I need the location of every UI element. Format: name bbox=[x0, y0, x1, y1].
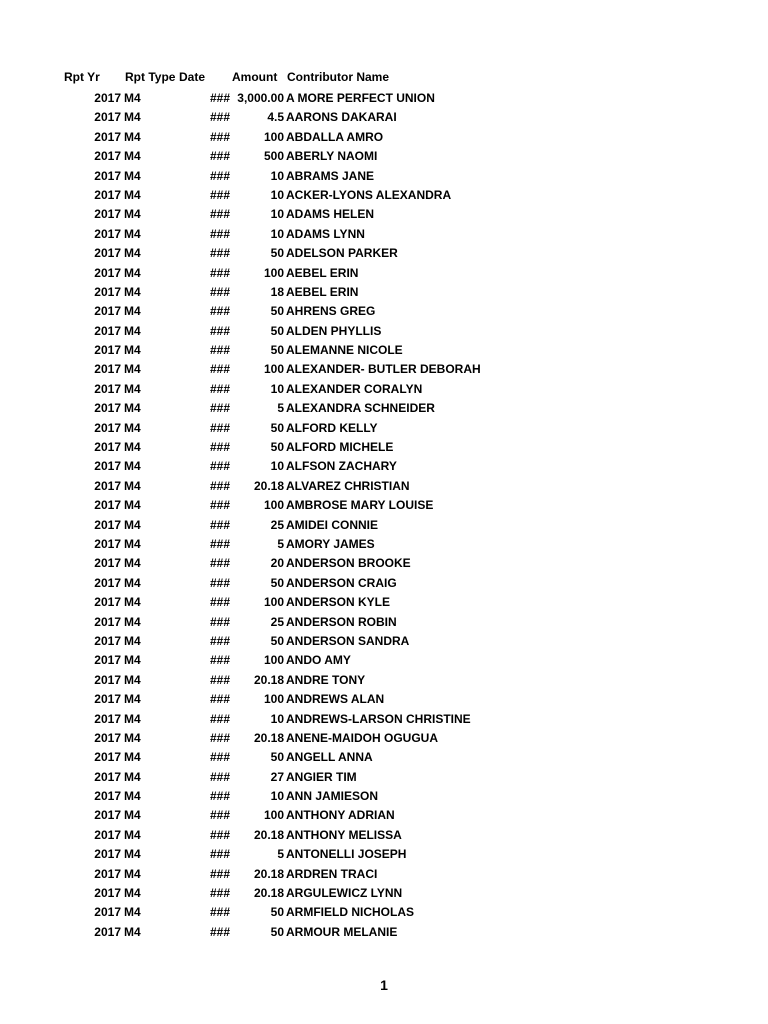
cell-amount: 5 bbox=[277, 847, 284, 862]
table-row bbox=[0, 226, 768, 245]
table-row bbox=[0, 672, 768, 691]
cell-date: ### bbox=[209, 575, 230, 590]
cell-rpt-type: M4 bbox=[124, 381, 141, 396]
cell-amount: 50 bbox=[270, 420, 284, 435]
table-header bbox=[0, 70, 768, 88]
cell-rpt-yr: 2017 bbox=[94, 711, 121, 726]
cell-contributor-name: ADELSON PARKER bbox=[286, 246, 398, 261]
cell-rpt-yr: 2017 bbox=[94, 381, 121, 396]
cell-date: ### bbox=[209, 614, 230, 629]
cell-contributor-name: ADAMS LYNN bbox=[286, 226, 365, 241]
cell-rpt-type: M4 bbox=[124, 91, 141, 105]
cell-contributor-name: ARMFIELD NICHOLAS bbox=[286, 905, 414, 920]
cell-amount: 50 bbox=[270, 750, 284, 765]
cell-rpt-type: M4 bbox=[124, 498, 141, 513]
cell-amount: 100 bbox=[263, 653, 284, 668]
cell-amount: 10 bbox=[270, 381, 284, 396]
cell-rpt-type: M4 bbox=[124, 265, 141, 280]
cell-date: ### bbox=[209, 924, 230, 939]
cell-contributor-name: ANDRE TONY bbox=[286, 672, 366, 687]
cell-rpt-type: M4 bbox=[124, 343, 141, 358]
cell-amount: 20 bbox=[270, 556, 284, 571]
cell-date: ### bbox=[209, 827, 230, 842]
cell-contributor-name: ANTHONY MELISSA bbox=[286, 827, 402, 842]
cell-rpt-yr: 2017 bbox=[94, 362, 121, 377]
cell-rpt-type: M4 bbox=[124, 866, 141, 881]
cell-date: ### bbox=[209, 536, 230, 551]
table-row bbox=[0, 517, 768, 536]
table-row bbox=[0, 381, 768, 400]
table-row bbox=[0, 788, 768, 807]
cell-date: ### bbox=[209, 633, 230, 648]
cell-contributor-name: AARONS DAKARAI bbox=[286, 110, 397, 125]
cell-rpt-yr: 2017 bbox=[94, 536, 121, 551]
cell-contributor-name: ALDEN PHYLLIS bbox=[286, 323, 382, 338]
table-row bbox=[0, 497, 768, 516]
cell-date: ### bbox=[209, 401, 230, 416]
cell-contributor-name: ALFORD MICHELE bbox=[286, 440, 394, 455]
cell-amount: 10 bbox=[270, 789, 284, 804]
table-row bbox=[0, 652, 768, 671]
cell-rpt-yr: 2017 bbox=[94, 401, 121, 416]
cell-contributor-name: ACKER-LYONS ALEXANDRA bbox=[286, 187, 452, 202]
table-row bbox=[0, 769, 768, 788]
cell-date: ### bbox=[209, 420, 230, 435]
cell-amount: 100 bbox=[263, 692, 284, 707]
cell-contributor-name: ANDERSON SANDRA bbox=[286, 633, 410, 648]
table-row bbox=[0, 633, 768, 652]
cell-date: ### bbox=[209, 362, 230, 377]
cell-rpt-type: M4 bbox=[124, 614, 141, 629]
cell-contributor-name: ALVAREZ CHRISTIAN bbox=[286, 478, 410, 493]
cell-date: ### bbox=[209, 478, 230, 493]
cell-date: ### bbox=[209, 653, 230, 668]
cell-date: ### bbox=[209, 440, 230, 455]
cell-date: ### bbox=[209, 498, 230, 513]
table-row bbox=[0, 594, 768, 613]
cell-contributor-name: AHRENS GREG bbox=[286, 304, 376, 319]
cell-rpt-yr: 2017 bbox=[94, 168, 121, 183]
cell-date: ### bbox=[209, 129, 230, 144]
cell-rpt-yr: 2017 bbox=[94, 556, 121, 571]
cell-contributor-name: ABERLY NAOMI bbox=[286, 149, 378, 164]
table-row bbox=[0, 148, 768, 167]
cell-contributor-name: ANDERSON KYLE bbox=[286, 595, 391, 610]
table-row bbox=[0, 439, 768, 458]
cell-rpt-type: M4 bbox=[124, 129, 141, 144]
cell-contributor-name: ARDREN TRACI bbox=[286, 866, 378, 881]
cell-amount: 20.18 bbox=[253, 730, 284, 745]
cell-amount: 50 bbox=[270, 323, 284, 338]
cell-contributor-name: ARGULEWICZ LYNN bbox=[286, 886, 403, 901]
cell-rpt-type: M4 bbox=[124, 808, 141, 823]
cell-rpt-type: M4 bbox=[124, 905, 141, 920]
cell-date: ### bbox=[209, 91, 230, 105]
table-row bbox=[0, 904, 768, 923]
cell-amount: 100 bbox=[263, 808, 284, 823]
cell-rpt-type: M4 bbox=[124, 730, 141, 745]
cell-amount: 100 bbox=[263, 265, 284, 280]
cell-contributor-name: ABRAMS JANE bbox=[286, 168, 375, 183]
table-row bbox=[0, 458, 768, 477]
cell-rpt-type: M4 bbox=[124, 304, 141, 319]
cell-amount: 20.18 bbox=[253, 866, 284, 881]
table-row bbox=[0, 206, 768, 225]
cell-rpt-yr: 2017 bbox=[94, 343, 121, 358]
cell-date: ### bbox=[209, 711, 230, 726]
cell-date: ### bbox=[209, 595, 230, 610]
cell-contributor-name: ANGIER TIM bbox=[286, 769, 357, 784]
cell-contributor-name: ADAMS HELEN bbox=[286, 207, 375, 222]
table-row bbox=[0, 323, 768, 342]
cell-contributor-name: ALFORD KELLY bbox=[286, 420, 378, 435]
cell-date: ### bbox=[209, 381, 230, 396]
cell-rpt-type: M4 bbox=[124, 711, 141, 726]
cell-amount: 50 bbox=[270, 575, 284, 590]
cell-rpt-yr: 2017 bbox=[94, 129, 121, 144]
table-row bbox=[0, 885, 768, 904]
cell-contributor-name: ANDERSON CRAIG bbox=[286, 575, 397, 590]
cell-date: ### bbox=[209, 905, 230, 920]
header-rpt-yr: Rpt Yr bbox=[64, 70, 100, 84]
cell-rpt-type: M4 bbox=[124, 653, 141, 668]
table-row bbox=[0, 478, 768, 497]
table-row bbox=[0, 361, 768, 380]
cell-rpt-yr: 2017 bbox=[94, 575, 121, 590]
cell-rpt-type: M4 bbox=[124, 478, 141, 493]
cell-contributor-name: ALEXANDRA SCHNEIDER bbox=[286, 401, 435, 416]
cell-rpt-yr: 2017 bbox=[94, 440, 121, 455]
cell-rpt-yr: 2017 bbox=[94, 633, 121, 648]
cell-rpt-yr: 2017 bbox=[94, 730, 121, 745]
table-row bbox=[0, 711, 768, 730]
cell-amount: 20.18 bbox=[253, 886, 284, 901]
cell-rpt-type: M4 bbox=[124, 323, 141, 338]
cell-date: ### bbox=[209, 847, 230, 862]
cell-rpt-yr: 2017 bbox=[94, 187, 121, 202]
cell-date: ### bbox=[209, 187, 230, 202]
cell-rpt-yr: 2017 bbox=[94, 886, 121, 901]
cell-rpt-yr: 2017 bbox=[94, 653, 121, 668]
table-row bbox=[0, 846, 768, 865]
cell-date: ### bbox=[209, 343, 230, 358]
table-row bbox=[0, 129, 768, 148]
cell-amount: 100 bbox=[263, 129, 284, 144]
cell-contributor-name: AMIDEI CONNIE bbox=[286, 517, 379, 532]
cell-amount: 4.5 bbox=[267, 110, 284, 125]
cell-contributor-name: ANDERSON BROOKE bbox=[286, 556, 411, 571]
cell-amount: 20.18 bbox=[253, 827, 284, 842]
cell-rpt-type: M4 bbox=[124, 187, 141, 202]
cell-contributor-name: ALFSON ZACHARY bbox=[286, 459, 397, 474]
cell-date: ### bbox=[209, 149, 230, 164]
cell-rpt-yr: 2017 bbox=[94, 459, 121, 474]
cell-rpt-type: M4 bbox=[124, 149, 141, 164]
cell-rpt-yr: 2017 bbox=[94, 498, 121, 513]
cell-rpt-type: M4 bbox=[124, 789, 141, 804]
table-row bbox=[0, 168, 768, 187]
cell-amount: 50 bbox=[270, 905, 284, 920]
cell-rpt-yr: 2017 bbox=[94, 614, 121, 629]
cell-rpt-yr: 2017 bbox=[94, 692, 121, 707]
table-row bbox=[0, 827, 768, 846]
table-row bbox=[0, 420, 768, 439]
cell-rpt-type: M4 bbox=[124, 401, 141, 416]
cell-amount: 10 bbox=[270, 711, 284, 726]
cell-amount: 10 bbox=[270, 187, 284, 202]
cell-contributor-name: ANDO AMY bbox=[286, 653, 351, 668]
table-row bbox=[0, 400, 768, 419]
cell-date: ### bbox=[209, 672, 230, 687]
table-row bbox=[0, 187, 768, 206]
cell-amount: 25 bbox=[270, 614, 284, 629]
cell-rpt-type: M4 bbox=[124, 769, 141, 784]
cell-amount: 50 bbox=[270, 924, 284, 939]
cell-date: ### bbox=[209, 110, 230, 125]
table-row bbox=[0, 245, 768, 264]
cell-date: ### bbox=[209, 459, 230, 474]
cell-date: ### bbox=[209, 168, 230, 183]
cell-amount: 50 bbox=[270, 304, 284, 319]
cell-rpt-type: M4 bbox=[124, 110, 141, 125]
page-number: 1 bbox=[380, 977, 388, 993]
cell-rpt-yr: 2017 bbox=[94, 905, 121, 920]
cell-contributor-name: ANGELL ANNA bbox=[286, 750, 373, 765]
table-row bbox=[0, 807, 768, 826]
table-row bbox=[0, 866, 768, 885]
header-amount: Amount bbox=[232, 70, 278, 84]
cell-date: ### bbox=[209, 769, 230, 784]
cell-contributor-name: ANTONELLI JOSEPH bbox=[286, 847, 407, 862]
cell-rpt-type: M4 bbox=[124, 168, 141, 183]
table-row bbox=[0, 614, 768, 633]
table-row bbox=[0, 730, 768, 749]
cell-rpt-yr: 2017 bbox=[94, 789, 121, 804]
cell-date: ### bbox=[209, 517, 230, 532]
cell-rpt-type: M4 bbox=[124, 692, 141, 707]
cell-contributor-name: ANENE-MAIDOH OGUGUA bbox=[286, 730, 438, 745]
cell-rpt-yr: 2017 bbox=[94, 207, 121, 222]
cell-rpt-type: M4 bbox=[124, 595, 141, 610]
cell-contributor-name: ALEXANDER- BUTLER DEBORAH bbox=[286, 362, 481, 377]
cell-contributor-name: ANDREWS ALAN bbox=[286, 692, 385, 707]
cell-rpt-type: M4 bbox=[124, 924, 141, 939]
cell-rpt-yr: 2017 bbox=[94, 808, 121, 823]
cell-amount: 25 bbox=[270, 517, 284, 532]
table-row bbox=[0, 536, 768, 555]
cell-date: ### bbox=[209, 207, 230, 222]
cell-amount: 10 bbox=[270, 207, 284, 222]
cell-rpt-yr: 2017 bbox=[94, 478, 121, 493]
cell-contributor-name: AEBEL ERIN bbox=[286, 284, 359, 299]
cell-rpt-yr: 2017 bbox=[94, 672, 121, 687]
table-row bbox=[0, 265, 768, 284]
table-row bbox=[0, 575, 768, 594]
cell-date: ### bbox=[209, 789, 230, 804]
cell-amount: 20.18 bbox=[253, 672, 284, 687]
cell-contributor-name: ABDALLA AMRO bbox=[286, 129, 384, 144]
cell-contributor-name: ANDREWS-LARSON CHRISTINE bbox=[286, 711, 471, 726]
cell-contributor-name: A MORE PERFECT UNION bbox=[286, 91, 435, 105]
cell-rpt-type: M4 bbox=[124, 226, 141, 241]
table-row bbox=[0, 90, 768, 109]
header-rpt-type: Rpt Type bbox=[125, 70, 176, 84]
cell-rpt-yr: 2017 bbox=[94, 847, 121, 862]
cell-rpt-type: M4 bbox=[124, 633, 141, 648]
table-row bbox=[0, 924, 768, 943]
cell-contributor-name: AEBEL ERIN bbox=[286, 265, 359, 280]
cell-date: ### bbox=[209, 556, 230, 571]
cell-amount: 100 bbox=[263, 498, 284, 513]
cell-amount: 10 bbox=[270, 226, 284, 241]
cell-rpt-type: M4 bbox=[124, 827, 141, 842]
cell-rpt-type: M4 bbox=[124, 517, 141, 532]
table-row bbox=[0, 555, 768, 574]
table-row bbox=[0, 749, 768, 768]
cell-date: ### bbox=[209, 246, 230, 261]
cell-rpt-yr: 2017 bbox=[94, 420, 121, 435]
cell-amount: 50 bbox=[270, 440, 284, 455]
cell-amount: 50 bbox=[270, 343, 284, 358]
cell-rpt-yr: 2017 bbox=[94, 866, 121, 881]
cell-rpt-yr: 2017 bbox=[94, 284, 121, 299]
cell-date: ### bbox=[209, 866, 230, 881]
cell-rpt-type: M4 bbox=[124, 575, 141, 590]
cell-amount: 100 bbox=[263, 362, 284, 377]
table-row bbox=[0, 342, 768, 361]
cell-amount: 10 bbox=[270, 168, 284, 183]
header-date: Date bbox=[179, 70, 206, 84]
cell-amount: 3,000.00 bbox=[237, 91, 284, 105]
cell-rpt-yr: 2017 bbox=[94, 323, 121, 338]
cell-rpt-yr: 2017 bbox=[94, 149, 121, 164]
cell-amount: 18 bbox=[270, 284, 284, 299]
cell-rpt-type: M4 bbox=[124, 362, 141, 377]
cell-rpt-yr: 2017 bbox=[94, 827, 121, 842]
cell-rpt-yr: 2017 bbox=[94, 110, 121, 125]
cell-rpt-type: M4 bbox=[124, 750, 141, 765]
cell-date: ### bbox=[209, 284, 230, 299]
cell-rpt-yr: 2017 bbox=[94, 924, 121, 939]
cell-rpt-type: M4 bbox=[124, 440, 141, 455]
cell-contributor-name: ANN JAMIESON bbox=[286, 789, 379, 804]
cell-amount: 500 bbox=[263, 149, 284, 164]
cell-rpt-type: M4 bbox=[124, 246, 141, 261]
cell-contributor-name: AMBROSE MARY LOUISE bbox=[286, 498, 434, 513]
table-row bbox=[0, 691, 768, 710]
cell-rpt-type: M4 bbox=[124, 459, 141, 474]
cell-date: ### bbox=[209, 265, 230, 280]
table-row bbox=[0, 109, 768, 128]
cell-contributor-name: ALEMANNE NICOLE bbox=[286, 343, 403, 358]
cell-rpt-yr: 2017 bbox=[94, 304, 121, 319]
contribution-table-body bbox=[0, 90, 768, 943]
cell-date: ### bbox=[209, 750, 230, 765]
cell-rpt-type: M4 bbox=[124, 284, 141, 299]
cell-amount: 50 bbox=[270, 633, 284, 648]
cell-date: ### bbox=[209, 304, 230, 319]
cell-contributor-name: AMORY JAMES bbox=[286, 536, 375, 551]
table-row bbox=[0, 303, 768, 322]
cell-date: ### bbox=[209, 692, 230, 707]
cell-amount: 10 bbox=[270, 459, 284, 474]
cell-amount: 27 bbox=[270, 769, 284, 784]
cell-contributor-name: ALEXANDER CORALYN bbox=[286, 381, 423, 396]
cell-contributor-name: ANTHONY ADRIAN bbox=[286, 808, 395, 823]
cell-rpt-type: M4 bbox=[124, 536, 141, 551]
cell-date: ### bbox=[209, 323, 230, 338]
cell-rpt-type: M4 bbox=[124, 207, 141, 222]
cell-rpt-type: M4 bbox=[124, 886, 141, 901]
cell-rpt-type: M4 bbox=[124, 556, 141, 571]
cell-contributor-name: ANDERSON ROBIN bbox=[286, 614, 397, 629]
cell-rpt-yr: 2017 bbox=[94, 769, 121, 784]
cell-rpt-yr: 2017 bbox=[94, 750, 121, 765]
table-row bbox=[0, 284, 768, 303]
cell-amount: 5 bbox=[277, 401, 284, 416]
cell-amount: 100 bbox=[263, 595, 284, 610]
cell-rpt-type: M4 bbox=[124, 847, 141, 862]
cell-rpt-yr: 2017 bbox=[94, 595, 121, 610]
cell-date: ### bbox=[209, 730, 230, 745]
cell-rpt-yr: 2017 bbox=[94, 517, 121, 532]
cell-rpt-type: M4 bbox=[124, 420, 141, 435]
cell-rpt-yr: 2017 bbox=[94, 226, 121, 241]
cell-rpt-yr: 2017 bbox=[94, 265, 121, 280]
cell-rpt-yr: 2017 bbox=[94, 246, 121, 261]
cell-contributor-name: ARMOUR MELANIE bbox=[286, 924, 398, 939]
cell-rpt-yr: 2017 bbox=[94, 91, 121, 105]
cell-amount: 50 bbox=[270, 246, 284, 261]
cell-date: ### bbox=[209, 808, 230, 823]
cell-date: ### bbox=[209, 226, 230, 241]
cell-amount: 5 bbox=[277, 536, 284, 551]
cell-date: ### bbox=[209, 886, 230, 901]
header-contributor-name: Contributor Name bbox=[287, 70, 389, 84]
cell-amount: 20.18 bbox=[253, 478, 284, 493]
cell-rpt-type: M4 bbox=[124, 672, 141, 687]
